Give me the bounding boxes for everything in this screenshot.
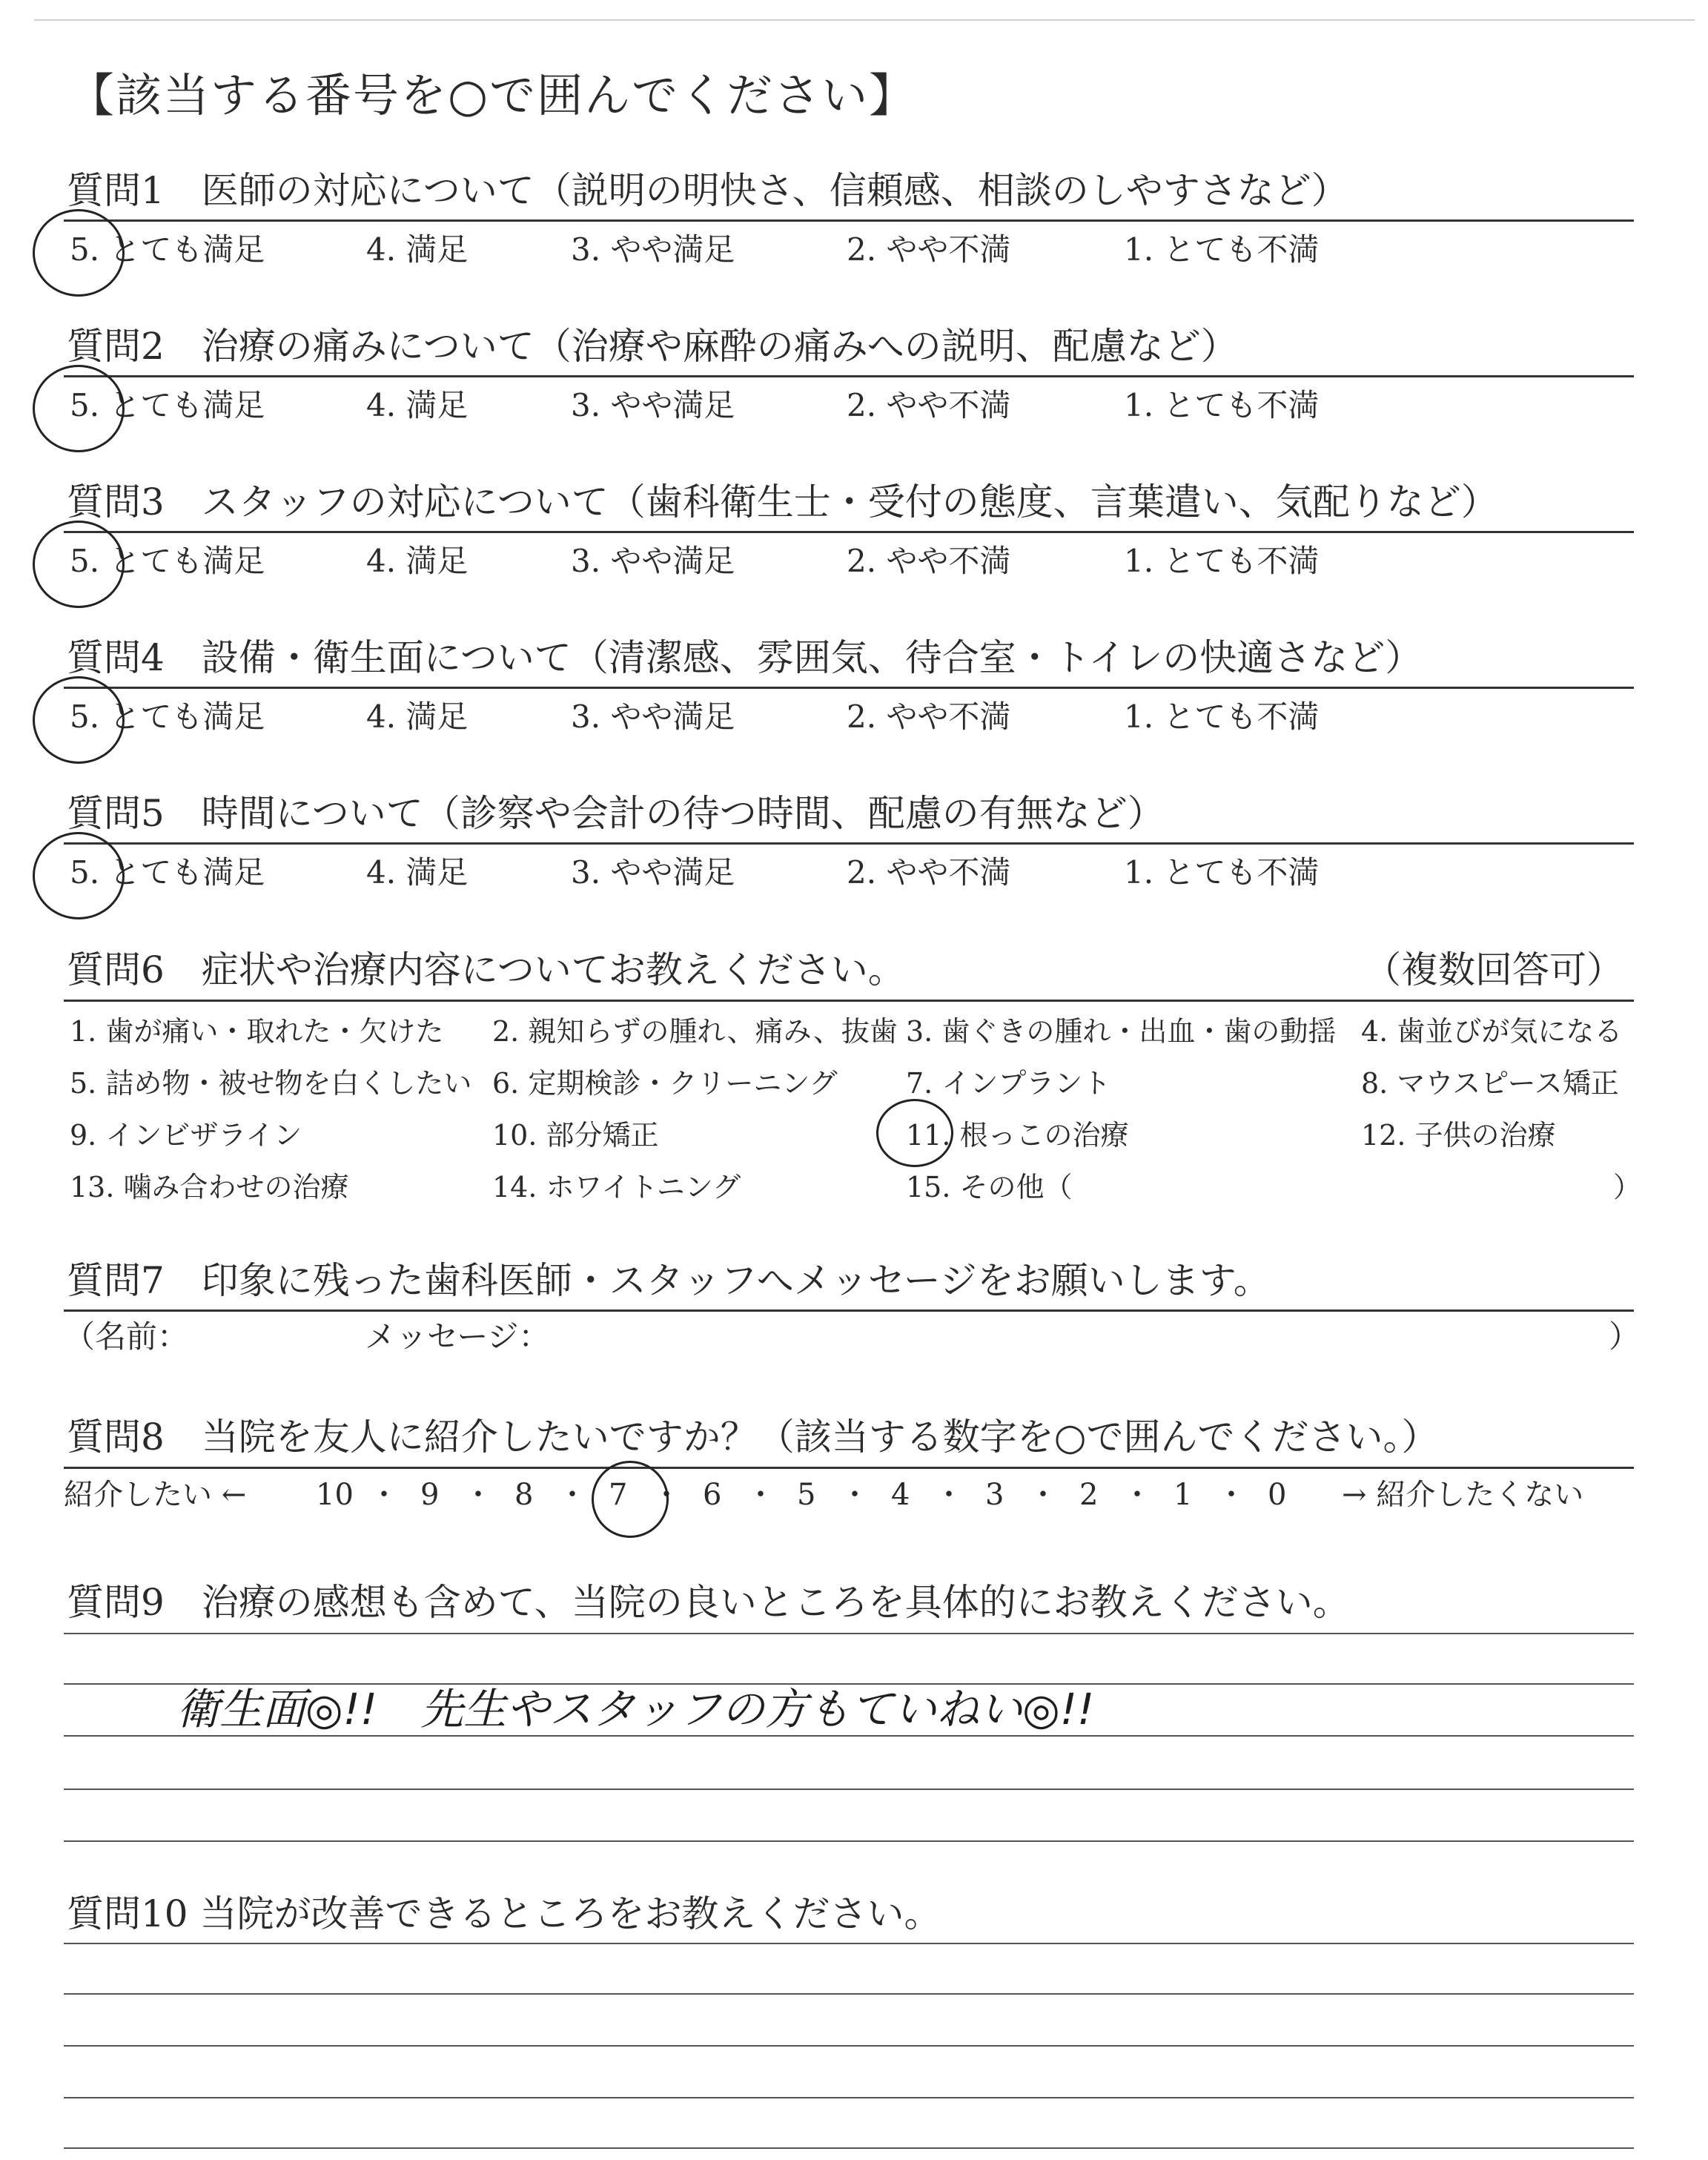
q6-option-1[interactable]: 1. 歯が痛い・取れた・欠けた — [70, 1015, 444, 1048]
q6-option-14[interactable]: 14. ホワイトニング — [492, 1171, 741, 1203]
q10-line-1 — [64, 1943, 1634, 1944]
form-heading: 【該当する番号を○で囲んでください】 — [68, 68, 917, 122]
q8-scale-value-6[interactable]: 6 — [703, 1478, 722, 1512]
q3-option-2[interactable]: 2. やや不満 — [847, 543, 1011, 579]
q6-option-11[interactable]: 11. 根っこの治療 — [906, 1119, 1129, 1152]
q8-scale-value-1[interactable]: 1 — [1174, 1478, 1193, 1512]
q8-scale-dot: ・ — [934, 1478, 964, 1512]
q6-option-8[interactable]: 8. マウスピース矯正 — [1361, 1067, 1619, 1100]
q9-title: 質問9 治療の感想も含めて、当院の良いところを具体的にお教えください。 — [67, 1581, 1350, 1624]
q6-option-12[interactable]: 12. 子供の治療 — [1361, 1119, 1556, 1152]
q8-scale-dot: ・ — [746, 1478, 775, 1512]
q1-title: 質問1 医師の対応について（説明の明快さ、信頼感、相談のしやすさなど） — [67, 169, 1348, 212]
q6-rule — [64, 1000, 1634, 1002]
q6-option-2[interactable]: 2. 親知らずの腫れ、痛み、抜歯 — [492, 1015, 898, 1048]
q4-option-2[interactable]: 2. やや不満 — [847, 698, 1011, 735]
q8-rule — [64, 1467, 1634, 1469]
q10-title: 質問10 当院が改善できるところをお教えください。 — [67, 1892, 941, 1935]
q10-line-2 — [64, 1993, 1634, 1995]
q8-scale-dot: ・ — [1122, 1478, 1152, 1512]
q6-option-5[interactable]: 5. 詰め物・被せ物を白くしたい — [70, 1067, 472, 1100]
q4-rule — [64, 687, 1634, 689]
q2-option-3[interactable]: 3. やや満足 — [571, 387, 735, 423]
q4-option-3[interactable]: 3. やや満足 — [571, 698, 735, 735]
q8-selected-circle[interactable] — [592, 1461, 669, 1538]
q3-option-5[interactable]: 5. とても満足 — [70, 543, 265, 579]
q10-line-4 — [64, 2097, 1634, 2098]
q8-scale-value-0[interactable]: 0 — [1268, 1478, 1287, 1512]
q1-rule — [64, 219, 1634, 222]
q3-option-3[interactable]: 3. やや満足 — [571, 543, 735, 579]
q8-scale-value-7[interactable]: 7 — [609, 1478, 628, 1512]
q1-option-4[interactable]: 4. 満足 — [366, 231, 469, 268]
q8-scale-value-8[interactable]: 8 — [514, 1478, 534, 1512]
q2-option-4[interactable]: 4. 満足 — [366, 387, 469, 423]
q8-scale-value-3[interactable]: 3 — [985, 1478, 1004, 1512]
q2-title: 質問2 治療の痛みについて（治療や麻酔の痛みへの説明、配慮など） — [67, 325, 1238, 368]
q8-scale-value-5[interactable]: 5 — [797, 1478, 816, 1512]
q5-option-3[interactable]: 3. やや満足 — [571, 854, 735, 891]
q6-selected-circle[interactable] — [876, 1099, 953, 1167]
q9-line-5 — [64, 1840, 1634, 1842]
q5-option-4[interactable]: 4. 満足 — [366, 854, 469, 891]
q3-option-1[interactable]: 1. とても不満 — [1124, 543, 1320, 579]
q4-option-1[interactable]: 1. とても不満 — [1124, 698, 1320, 735]
q8-scale-dot: ・ — [557, 1478, 587, 1512]
q8-scale-dot: ・ — [1028, 1478, 1058, 1512]
q1-selected-circle[interactable] — [33, 209, 125, 297]
q9-handwritten-answer: 衛生面◎!! 先生やスタッフの方もていねい◎!! — [176, 1684, 1095, 1734]
q1-option-5[interactable]: 5. とても満足 — [70, 231, 265, 268]
q5-rule — [64, 842, 1634, 845]
q6-option-3[interactable]: 3. 歯ぐきの腫れ・出血・歯の動揺 — [906, 1015, 1337, 1048]
q7-title: 質問7 印象に残った歯科医師・スタッフへメッセージをお願いします。 — [67, 1259, 1271, 1302]
q8-left-label: 紹介したい ← — [64, 1478, 247, 1512]
q6-option-10[interactable]: 10. 部分矯正 — [492, 1119, 659, 1152]
q5-option-1[interactable]: 1. とても不満 — [1124, 854, 1320, 891]
q2-option-2[interactable]: 2. やや不満 — [847, 387, 1011, 423]
q3-option-4[interactable]: 4. 満足 — [366, 543, 469, 579]
q7-name-label: （名前： — [64, 1318, 189, 1355]
q1-option-1[interactable]: 1. とても不満 — [1124, 231, 1320, 268]
q7-rule — [64, 1309, 1634, 1312]
q4-selected-circle[interactable] — [33, 676, 125, 764]
q10-line-3 — [64, 2045, 1634, 2047]
q8-scale-dot: ・ — [369, 1478, 399, 1512]
q6-option-15[interactable]: 15. その他（ — [906, 1171, 1073, 1203]
q6-title: 質問6 症状や治療内容についてお教えください。 — [67, 948, 905, 991]
q3-selected-circle[interactable] — [33, 521, 125, 608]
q3-rule — [64, 531, 1634, 533]
q8-scale-dot: ・ — [652, 1478, 681, 1512]
q1-option-2[interactable]: 2. やや不満 — [847, 231, 1011, 268]
q5-selected-circle[interactable] — [33, 832, 125, 919]
q8-scale-value-2[interactable]: 2 — [1079, 1478, 1099, 1512]
q6-other-close-paren: ） — [1613, 1171, 1642, 1203]
q2-option-5[interactable]: 5. とても満足 — [70, 387, 265, 423]
q6-option-13[interactable]: 13. 噛み合わせの治療 — [70, 1171, 349, 1203]
q8-title: 質問8 当院を友人に紹介したいですか？（該当する数字を○で囲んでください。） — [67, 1416, 1439, 1459]
q6-note: （複数回答可） — [1364, 948, 1623, 991]
q6-option-7[interactable]: 7. インプラント — [906, 1067, 1111, 1100]
q3-title: 質問3 スタッフの対応について（歯科衛生士・受付の態度、言葉遣い、気配りなど） — [67, 480, 1498, 524]
q9-line-4 — [64, 1789, 1634, 1790]
q6-option-9[interactable]: 9. インビザライン — [70, 1119, 302, 1152]
q7-message-label: メッセージ： — [365, 1318, 550, 1355]
q5-option-2[interactable]: 2. やや不満 — [847, 854, 1011, 891]
q1-option-3[interactable]: 3. やや満足 — [571, 231, 735, 268]
q8-scale-dot: ・ — [840, 1478, 870, 1512]
q8-scale-value-10[interactable]: 10 — [316, 1478, 354, 1512]
q8-scale-dot: ・ — [463, 1478, 493, 1512]
q9-line-3 — [64, 1735, 1634, 1737]
q6-option-4[interactable]: 4. 歯並びが気になる — [1361, 1015, 1623, 1048]
q7-close-paren: ） — [1609, 1318, 1641, 1355]
q10-line-5 — [64, 2147, 1634, 2149]
q2-selected-circle[interactable] — [33, 365, 125, 452]
q4-title: 質問4 設備・衛生面について（清潔感、雰囲気、待合室・トイレの快適さなど） — [67, 636, 1423, 679]
q8-scale-dot: ・ — [1217, 1478, 1246, 1512]
q8-right-label: → 紹介したくない — [1342, 1478, 1584, 1512]
q8-scale-value-4[interactable]: 4 — [891, 1478, 910, 1512]
q6-option-6[interactable]: 6. 定期検診・クリーニング — [492, 1067, 838, 1100]
q4-option-5[interactable]: 5. とても満足 — [70, 698, 265, 735]
scan-top-edge — [34, 19, 1695, 21]
q8-scale-value-9[interactable]: 9 — [420, 1478, 440, 1512]
q5-option-5[interactable]: 5. とても満足 — [70, 854, 265, 891]
q5-title: 質問5 時間について（診察や会計の待つ時間、配慮の有無など） — [67, 792, 1165, 835]
q2-rule — [64, 375, 1634, 377]
q4-option-4[interactable]: 4. 満足 — [366, 698, 469, 735]
q9-line-1 — [64, 1633, 1634, 1634]
q2-option-1[interactable]: 1. とても不満 — [1124, 387, 1320, 423]
